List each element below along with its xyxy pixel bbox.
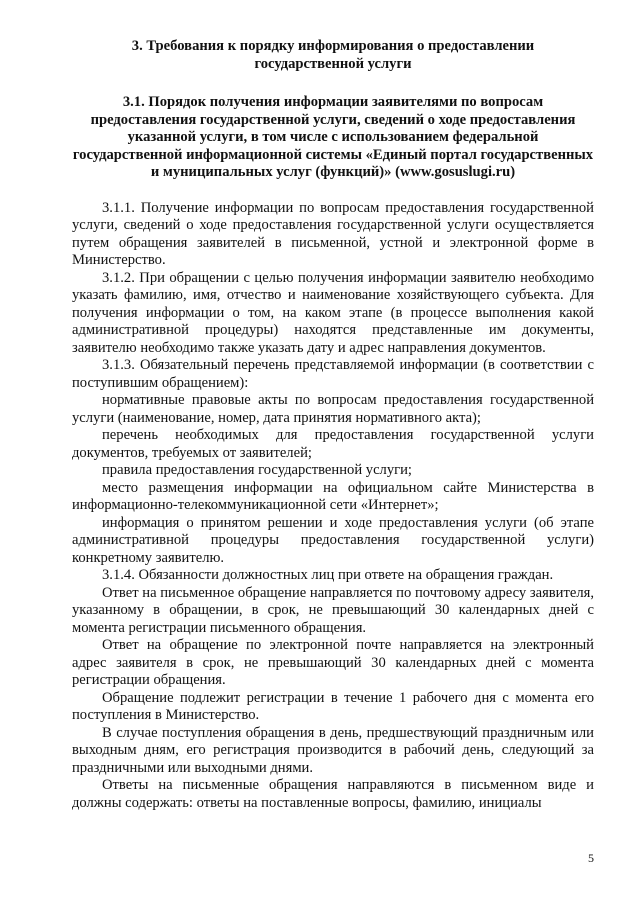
paragraph: Ответ на письменное обращение направляется по почтовому адресу заявителя, указанному в обращении, в срок, не превышающий 30 календарных дней с момента регистрации письменного обращения. bbox=[72, 584, 594, 636]
paragraph: Обращение подлежит регистрации в течение 1 рабочего дня с момента его поступления в Министерство. bbox=[72, 689, 594, 723]
paragraph: Ответ на обращение по электронной почте направляется на электронный адрес заявителя в срок, не превышающий 30 календарных дней с момента регистрации обращения. bbox=[72, 637, 594, 688]
page-number: 5 bbox=[588, 851, 594, 865]
paragraph: 3.1.4. Обязанности должностных лиц при ответе на обращения граждан. bbox=[102, 567, 554, 583]
paragraph: информация о принятом решении и ходе предоставления услуги (об этапе административной процедуры предоставления государственной услуги) конкретному заявителю. bbox=[72, 514, 594, 566]
document-page bbox=[72, 38, 594, 812]
paragraph: место размещения информации на официальном сайте Министерства в информационно-телекоммуникационной сети «Интернет»; bbox=[72, 479, 594, 513]
paragraph: 3.1.3. Обязательный перечень представляемой информации (в соответствии с поступившим обращением): bbox=[72, 357, 594, 391]
subsection-title: 3.1. Порядок получения информации заявителями по вопросам предоставления государственной услуги, сведений о ходе предоставления указанной услуги, в том числе с использованием федеральной государственной информационной системы «Единый портал государственных и муниципальных услуг (функций)» (www.gosuslugi.ru) bbox=[72, 94, 594, 180]
paragraph: нормативные правовые акты по вопросам предоставления государственной услуги (наименование, номер, дата принятия нормативного акта); bbox=[72, 392, 594, 426]
paragraph: Ответы на письменные обращения направляются в письменном виде и должны содержать: ответы на поставленные вопросы, фамилию, инициалы bbox=[72, 777, 594, 811]
paragraph: В случае поступления обращения в день, предшествующий праздничным или выходным дням, его регистрация производится в рабочий день, следующий за праздничными или выходными днями. bbox=[72, 724, 594, 776]
paragraph: правила предоставления государственной услуги; bbox=[102, 462, 412, 478]
paragraph: 3.1.2. При обращении с целью получения информации заявителю необходимо указать фамилию, имя, отчество и наименование хозяйствующего субъекта. Для получения информации о том, на каком этапе (в процессе выполнения какой административной процедуры) находятся представленные им документы, заявителю необходимо также указать дату и адрес направления документов. bbox=[72, 269, 594, 356]
section-title: 3. Требования к порядку информирования о предоставлении государственной услуги bbox=[131, 38, 535, 72]
paragraph: 3.1.1. Получение информации по вопросам предоставления государственной услуги, сведений о ходе предоставления государственной услуги осуществляется путем обращения заявителей в письменной, устной и электронной форме в Министерство. bbox=[72, 199, 594, 268]
paragraph: перечень необходимых для предоставления государственной услуги документов, требуемых от заявителей; bbox=[72, 427, 594, 461]
document-body bbox=[72, 200, 594, 813]
